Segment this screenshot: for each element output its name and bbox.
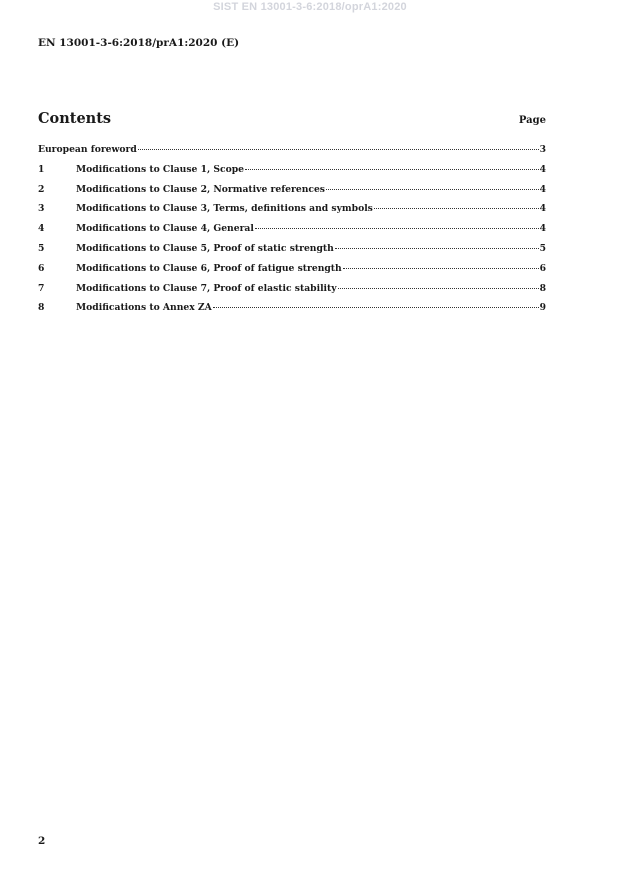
toc-leader-dots [338,288,539,289]
toc-entry-clause-5[interactable] [38,243,546,263]
toc-entry-page: 8 [539,282,546,294]
toc-entry-page: 4 [539,183,546,195]
toc-leader-dots [213,307,539,308]
toc-entry-clause-1[interactable] [38,164,546,184]
toc-leader-dots [138,149,539,150]
toc-entry-title: Modifications to Clause 1, Scope [76,163,244,175]
toc-entry-number: 6 [38,262,45,274]
toc-leader-dots [245,169,539,170]
toc-entry-title: Modifications to Clause 4, General [76,223,254,235]
toc-entry-number: 1 [38,163,45,175]
toc-entry-page: 4 [539,223,546,235]
toc-leader-dots [343,268,539,269]
contents-heading [38,110,546,127]
toc-entry-page: 6 [539,262,546,274]
toc-entry-page: 5 [539,242,546,254]
page-number: 2 [38,835,46,847]
toc-entry-title: Modifications to Clause 6, Proof of fatigue strength [76,262,342,274]
page-column-label: Page [518,115,546,126]
toc-entry-number: 2 [38,183,45,195]
toc-entry-page: 9 [539,302,546,314]
toc-entry-clause-3[interactable] [38,203,546,223]
toc-entry-clause-4[interactable] [38,223,546,243]
toc-entry-title: Modifications to Clause 3, Terms, definitions and symbols [76,203,373,215]
toc-entry-european-foreword[interactable] [38,144,546,164]
toc-entry-number: 3 [38,203,45,215]
toc-entry-page: 3 [539,144,546,155]
toc-leader-dots [255,228,539,229]
toc-entry-title: European foreword [38,144,137,155]
document-identifier: EN 13001-3-6:2018/prA1:2020 (E) [38,37,240,49]
toc-entry-page: 4 [539,163,546,175]
toc-leader-dots [335,248,539,249]
toc-entry-clause-7[interactable] [38,283,546,303]
toc-entry-number: 4 [38,223,45,235]
contents-title: Contents [38,110,112,127]
toc-leader-dots [374,208,539,209]
table-of-contents [38,144,546,322]
toc-entry-title: Modifications to Clause 5, Proof of static strength [76,242,334,254]
toc-entry-clause-2[interactable] [38,184,546,204]
toc-entry-clause-6[interactable] [38,263,546,283]
toc-entry-number: 8 [38,302,45,314]
toc-entry-number: 5 [38,242,45,254]
toc-entry-title: Modifications to Annex ZA [76,302,212,314]
toc-leader-dots [326,189,539,190]
toc-entry-title: Modifications to Clause 7, Proof of elastic stability [76,282,337,294]
toc-entry-number: 7 [38,282,45,294]
toc-entry-title: Modifications to Clause 2, Normative references [76,183,325,195]
toc-entry-annex-za[interactable] [38,302,546,322]
watermark: SIST EN 13001-3-6:2018/oprA1:2020 [213,1,407,13]
toc-entry-page: 4 [539,203,546,215]
